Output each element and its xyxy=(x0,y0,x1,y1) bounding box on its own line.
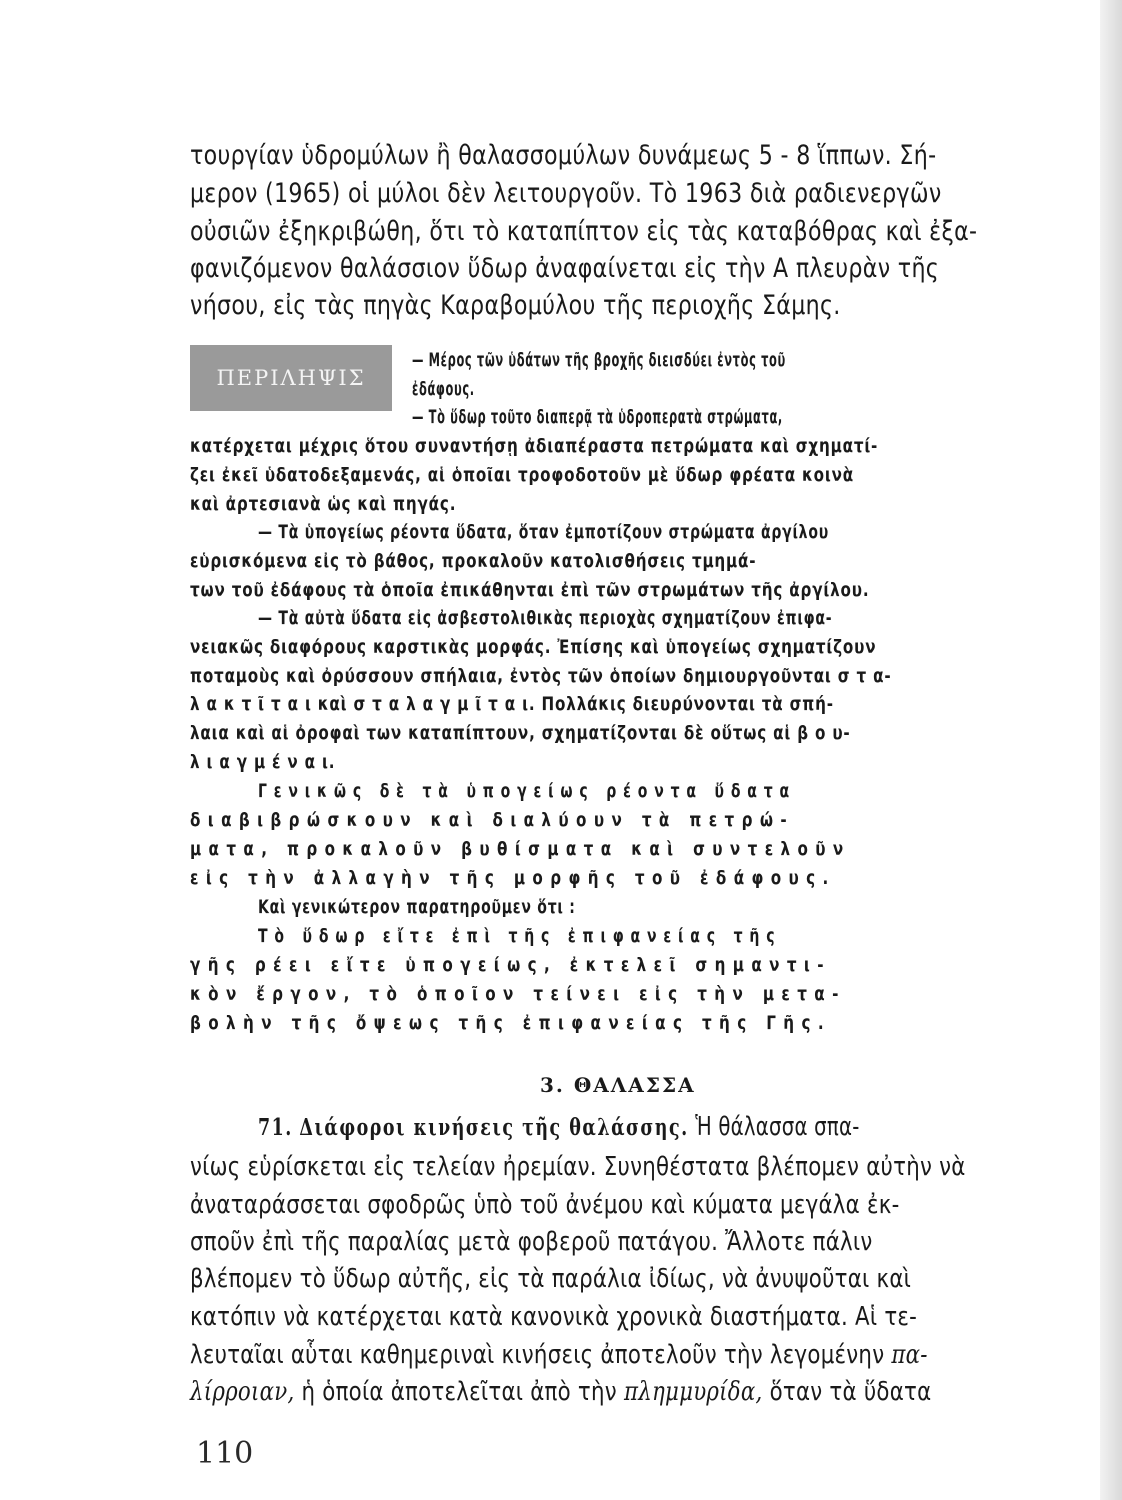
text-line xyxy=(190,1340,1092,1370)
summary-badge: ΠΕΡΙΛΗΨΙΣ xyxy=(190,345,392,411)
paragraph-first-line: Ἡ θάλασσα σπα- xyxy=(695,1112,860,1142)
text-line: καὶ ἀρτεσιανὰ ὡς καὶ πηγάς. xyxy=(190,494,457,515)
text-line: Τὸ ὕδωρ εἴτε ἐπὶ τῆς ἐπιφανείας τῆς xyxy=(258,926,782,947)
text-fragment: ἡ ὁποία ἀποτελεῖται ἀπὸ τὴν xyxy=(301,1377,617,1407)
text-fragment: ὅταν τὰ ὕδατα xyxy=(769,1377,932,1407)
text-line: ματα, προκαλοῦν βυθίσματα καὶ συντελοῦν xyxy=(190,839,851,860)
italic-term: λίρροιαν, xyxy=(190,1377,295,1407)
text-line: βλέπομεν τὸ ὕδωρ αὐτῆς, εἰς τὰ παράλια ἰδίως, νὰ ἀνυψοῦται καὶ xyxy=(190,1264,912,1294)
text-line: οὐσιῶν ἐξηκριβώθη, ὅτι τὸ καταπίπτον εἰς τὰς καταβόθρας καὶ ἐξα- xyxy=(190,216,978,247)
text-line: σποῦν ἐπὶ τῆς παραλίας μετὰ φοβεροῦ πατάγου. Ἄλλοτε πάλιν xyxy=(190,1227,873,1257)
text-line: ποταμοὺς καὶ ὀρύσσουν σπήλαια, ἐντὸς τῶν ὁποίων δημιουργοῦνται σ τ α- xyxy=(190,666,892,687)
text-line: — Τὰ ὑπογείως ρέοντα ὕδατα, ὅταν ἐμποτίζουν στρώματα ἀργίλου xyxy=(258,522,829,543)
text-line: τουργίαν ὑδρομύλων ἢ θαλασσομύλων δυνάμεως 5 - 8 ἵππων. Σή- xyxy=(190,140,937,171)
text-line: των τοῦ ἐδάφους τὰ ὁποῖα ἐπικάθηνται ἐπὶ τῶν στρωμάτων τῆς ἀργίλου. xyxy=(190,580,870,601)
text-line: — Μέρος τῶν ὑδάτων τῆς βροχῆς διεισδύει ἐντὸς τοῦ xyxy=(412,350,786,371)
text-fragment: λευταῖαι αὗται καθημεριναὶ κινήσεις ἀποτελοῦν τὴν λεγομένην xyxy=(190,1340,885,1370)
italic-term: πλημμυρίδα, xyxy=(623,1377,763,1407)
text-line: λ α κ τ ῖ τ α ι καὶ σ τ α λ α γ μ ῖ τ α ι. Πολλάκις διευρύνονται τὰ σπή- xyxy=(190,694,834,715)
text-line: κὸν ἔργον, τὸ ὁποῖον τείνει εἰς τὴν μετα- xyxy=(190,984,846,1005)
text-line: ἀναταράσσεται σφοδρῶς ὑπὸ τοῦ ἀνέμου καὶ κύματα μεγάλα ἐκ- xyxy=(190,1190,900,1220)
text-line: κατόπιν νὰ κατέρχεται κατὰ κανονικὰ χρονικὰ διαστήματα. Αἱ τε- xyxy=(190,1302,918,1332)
text-line: — Τὸ ὕδωρ τοῦτο διαπερᾷ τὰ ὑδροπερατὰ στρώματα, xyxy=(412,407,783,428)
text-line: εἰς τὴν ἀλλαγὴν τῆς μορφῆς τοῦ ἐδάφους. xyxy=(190,868,836,889)
text-line: φανιζόμενον θαλάσσιον ὕδωρ ἀναφαίνεται εἰς τὴν Α πλευρὰν τῆς xyxy=(190,253,940,284)
text-line: Γενικῶς δὲ τὰ ὑπογείως ρέοντα ὕδατα xyxy=(258,781,797,802)
text-line xyxy=(190,1377,1092,1407)
text-line: εὑρισκόμενα εἰς τὸ βάθος, προκαλοῦν κατολισθήσεις τμημά- xyxy=(190,551,757,572)
text-line: νίως εὑρίσκεται εἰς τελείαν ἠρεμίαν. Συνηθέστατα βλέπομεν αὐτὴν νὰ xyxy=(190,1152,966,1182)
text-line: λαια καὶ αἱ ὀροφαὶ των καταπίπτουν, σχηματίζονται δὲ οὕτως αἱ β ο υ- xyxy=(190,723,851,744)
text-line: — Τὰ αὐτὰ ὕδατα εἰς ἀσβεστολιθικὰς περιοχὰς σχηματίζουν ἐπιφα- xyxy=(258,608,833,629)
text-line: νειακῶς διαφόρους καρστικὰς μορφάς. Ἐπίσης καὶ ὑπογείως σχηματίζουν xyxy=(190,637,877,658)
page-number: 110 xyxy=(196,1436,254,1471)
text-line: γῆς ρέει εἴτε ὑπογείως, ἐκτελεῖ σημαντι- xyxy=(190,955,831,976)
paragraph-number: 71. xyxy=(258,1114,293,1141)
text-line: διαβιβρώσκουν καὶ διαλύουν τὰ πετρώ- xyxy=(190,810,795,831)
page-edge-shadow xyxy=(1100,0,1122,1500)
text-line: Καὶ γενικώτερον παρατηροῦμεν ὅτι : xyxy=(258,897,576,918)
text-line: λ ι α γ μ έ ν α ι. xyxy=(190,752,336,773)
text-line: βολὴν τῆς ὄψεως τῆς ἐπιφανείας τῆς Γῆς. xyxy=(190,1013,831,1034)
italic-term: πα- xyxy=(891,1340,928,1370)
paragraph-title: Διάφοροι κινήσεις τῆς θαλάσσης. xyxy=(299,1114,689,1141)
text-line: ζει ἐκεῖ ὑδατοδεξαμενάς, αἱ ὁποῖαι τροφοδοτοῦν μὲ ὕδωρ φρέατα κοινὰ xyxy=(190,465,855,486)
section-heading: 3. ΘΑΛΑΣΣΑ xyxy=(540,1073,696,1097)
text-line: κατέρχεται μέχρις ὅτου συναντήσῃ ἀδιαπέραστα πετρώματα καὶ σχηματί- xyxy=(190,436,879,457)
text-line: ἐδάφους. xyxy=(412,379,475,400)
text-line xyxy=(258,1112,1092,1142)
text-line: μερον (1965) οἱ μύλοι δὲν λειτουργοῦν. Τὸ 1963 διὰ ραδιενεργῶν xyxy=(190,178,942,209)
text-line: νήσου, εἰς τὰς πηγὰς Καραβομύλου τῆς περιοχῆς Σάμης. xyxy=(190,290,841,321)
